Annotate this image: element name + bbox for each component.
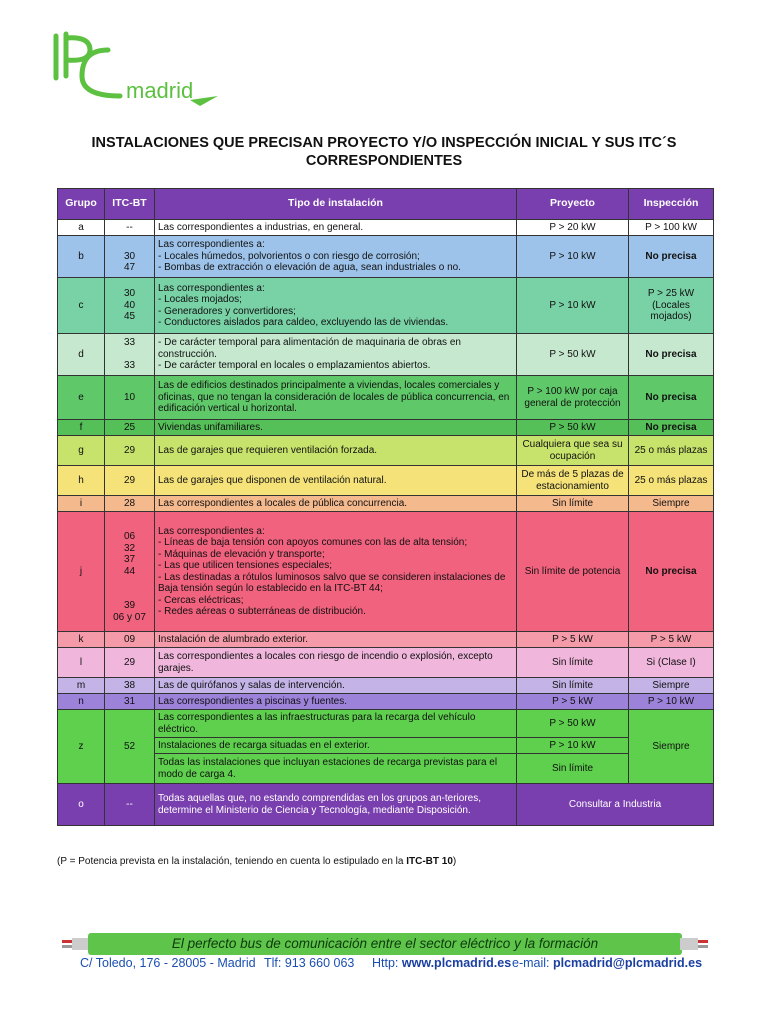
table-row — [58, 738, 714, 754]
table-row — [58, 496, 714, 512]
proyecto-cell: P > 10 kW — [517, 738, 629, 754]
cable-end-left-icon — [62, 937, 90, 951]
footer-tagline: El perfecto bus de comunicación entre el sector eléctrico y la formación — [171, 936, 599, 951]
tipo-cell: Las correspondientes a locales de pública concurrencia. — [155, 496, 517, 512]
grupo-cell: e — [58, 376, 105, 420]
table-row — [58, 784, 714, 826]
table-row — [58, 420, 714, 436]
table-row — [58, 236, 714, 278]
table-row — [58, 754, 714, 784]
inspeccion-cell: P > 5 kW — [629, 632, 714, 648]
itc-cell: 25 — [105, 420, 155, 436]
tipo-cell: Las de edificios destinados principalmente a viviendas, locales comerciales y oficinas, que no tengan la consideración de locales de pública concurrencia, en edificación vertical u horizontal. — [155, 376, 517, 420]
footer-address: C/ Toledo, 176 - 28005 - Madrid — [80, 956, 256, 970]
itc-cell: 31 — [105, 694, 155, 710]
proyecto-cell: P > 20 kW — [517, 220, 629, 236]
footer-phone: Tlf: 913 660 063 — [264, 956, 355, 970]
proyecto-cell: P > 10 kW — [517, 236, 629, 278]
grupo-cell: z — [58, 710, 105, 784]
proyecto-cell: P > 10 kW — [517, 278, 629, 334]
table-row — [58, 648, 714, 678]
table-row — [58, 678, 714, 694]
table-row — [58, 632, 714, 648]
installations-table — [57, 188, 714, 826]
header-inspeccion: Inspección — [629, 189, 714, 220]
inspeccion-cell: No precisa — [629, 420, 714, 436]
itc-cell: 38 — [105, 678, 155, 694]
tipo-cell: Las de quirófanos y salas de intervención. — [155, 678, 517, 694]
itc-cell: 30 40 45 — [105, 278, 155, 334]
itc-cell: 06 32 37 44 39 06 y 07 — [105, 512, 155, 632]
table-row — [58, 334, 714, 376]
table-row — [58, 694, 714, 710]
tipo-cell: Las de garajes que requieren ventilación forzada. — [155, 436, 517, 466]
proyecto-cell: De más de 5 plazas de estacionamiento — [517, 466, 629, 496]
inspeccion-cell: P > 100 kW — [629, 220, 714, 236]
header-itc-bt: ITC-BT — [105, 189, 155, 220]
proyecto-cell: Sin límite — [517, 678, 629, 694]
tipo-cell: Las correspondientes a: - Locales mojados; - Generadores y convertidores; - Conductores aislados para caldeo, excluyendo las de viviendas. — [155, 278, 517, 334]
grupo-cell: c — [58, 278, 105, 334]
proyecto-cell: P > 5 kW — [517, 694, 629, 710]
inspeccion-cell: Siempre — [629, 678, 714, 694]
footer-email — [512, 956, 702, 970]
grupo-cell: h — [58, 466, 105, 496]
inspeccion-cell: No precisa — [629, 512, 714, 632]
grupo-cell: i — [58, 496, 105, 512]
web-label: Http: — [372, 956, 402, 970]
itc-cell: 30 47 — [105, 236, 155, 278]
proyecto-cell: Sin límite — [517, 754, 629, 784]
grupo-cell: g — [58, 436, 105, 466]
itc-cell: 28 — [105, 496, 155, 512]
proyecto-cell: P > 50 kW — [517, 334, 629, 376]
itc-cell: 09 — [105, 632, 155, 648]
tipo-cell: Instalaciones de recarga situadas en el exterior. — [155, 738, 517, 754]
header-proyecto: Proyecto — [517, 189, 629, 220]
inspeccion-cell: Si (Clase I) — [629, 648, 714, 678]
table-row — [58, 512, 714, 632]
itc-cell: 52 — [105, 710, 155, 784]
grupo-cell: f — [58, 420, 105, 436]
table-row — [58, 710, 714, 738]
tipo-cell: - De carácter temporal para alimentación de maquinaria de obras en construcción. - De carácter temporal en locales o emplazamientos abiertos. — [155, 334, 517, 376]
header-grupo: Grupo — [58, 189, 105, 220]
itc-cell: -- — [105, 220, 155, 236]
tipo-cell: Todas aquellas que, no estando comprendidas en los grupos an-teriores, determine el Ministerio de Ciencia y Tecnología, mediante Disposición. — [155, 784, 517, 826]
grupo-cell: b — [58, 236, 105, 278]
grupo-cell: m — [58, 678, 105, 694]
inspeccion-cell: No precisa — [629, 236, 714, 278]
itc-cell: 33 33 — [105, 334, 155, 376]
inspeccion-cell: 25 o más plazas — [629, 436, 714, 466]
grupo-cell: k — [58, 632, 105, 648]
inspeccion-cell: No precisa — [629, 334, 714, 376]
tipo-cell: Las correspondientes a: - Locales húmedos, polvorientos o con riesgo de corrosión; - Bombas de extracción o elevación de agua, sean industriales o no. — [155, 236, 517, 278]
tipo-cell: Las correspondientes a industrias, en general. — [155, 220, 517, 236]
tipo-cell: Las correspondientes a: - Líneas de baja tensión con apoyos comunes con las de alta tensión; - Máquinas de elevación y transporte; - Las que utilicen tensiones especiales; - Las destinadas a rótulos luminosos salvo que se consideren instalaciones de Baja tensión según lo establecido en la ITC-BT 44; - Cercas eléctricas; - Redes aéreas o subterráneas de distribución. — [155, 512, 517, 632]
tipo-cell: Las correspondientes a las infraestructuras para la recarga del vehículo eléctrico. — [155, 710, 517, 738]
proyecto-inspeccion-cell: Consultar a Industria — [517, 784, 714, 826]
itc-cell: -- — [105, 784, 155, 826]
tipo-cell: Las correspondientes a locales con riesgo de incendio o explosión, excepto garajes. — [155, 648, 517, 678]
grupo-cell: l — [58, 648, 105, 678]
footer-banner — [62, 933, 708, 955]
document-title: INSTALACIONES QUE PRECISAN PROYECTO Y/O INSPECCIÓN INICIAL Y SUS ITC´S CORRESPONDIENTES — [91, 135, 677, 169]
proyecto-cell: P > 100 kW por caja general de protección — [517, 376, 629, 420]
proyecto-cell: Cualquiera que sea su ocupación — [517, 436, 629, 466]
itc-cell: 29 — [105, 466, 155, 496]
email-label: e-mail: — [512, 956, 553, 970]
proyecto-cell: Sin límite — [517, 648, 629, 678]
table-row — [58, 376, 714, 420]
inspeccion-cell: P > 10 kW — [629, 694, 714, 710]
web-link[interactable]: www.plcmadrid.es — [401, 956, 512, 970]
inspeccion-cell: P > 25 kW (Locales mojados) — [629, 278, 714, 334]
proyecto-cell: P > 50 kW — [517, 420, 629, 436]
proyecto-cell: Sin límite — [517, 496, 629, 512]
itc-cell: 10 — [105, 376, 155, 420]
header-tipo: Tipo de instalación — [155, 189, 517, 220]
inspeccion-cell: Siempre — [629, 710, 714, 784]
tipo-cell: Las de garajes que disponen de ventilación natural. — [155, 466, 517, 496]
grupo-cell: d — [58, 334, 105, 376]
tipo-cell: Viviendas unifamiliares. — [155, 420, 517, 436]
table-row — [58, 220, 714, 236]
footnote-ref: ITC-BT 10 — [406, 856, 453, 867]
table-header-row — [58, 189, 714, 220]
inspeccion-cell: 25 o más plazas — [629, 466, 714, 496]
email-link[interactable]: plcmadrid@plcmadrid.es — [552, 956, 703, 970]
footnote-suffix: ) — [452, 856, 457, 867]
inspeccion-cell: Siempre — [629, 496, 714, 512]
table-row — [58, 278, 714, 334]
footnote-prefix: (P = Potencia prevista en la instalación, teniendo en cuenta lo estipulado en la — [57, 856, 407, 867]
grupo-cell: o — [58, 784, 105, 826]
proyecto-cell: P > 5 kW — [517, 632, 629, 648]
itc-cell: 29 — [105, 436, 155, 466]
footnote — [57, 856, 456, 867]
table-row — [58, 466, 714, 496]
tipo-cell: Instalación de alumbrado exterior. — [155, 632, 517, 648]
grupo-cell: n — [58, 694, 105, 710]
tipo-cell: Las correspondientes a piscinas y fuentes. — [155, 694, 517, 710]
tipo-cell: Todas las instalaciones que incluyan estaciones de recarga previstas para el modo de carga 4. — [155, 754, 517, 784]
grupo-cell: j — [58, 512, 105, 632]
footer-web — [372, 956, 511, 970]
itc-cell: 29 — [105, 648, 155, 678]
inspeccion-cell: No precisa — [629, 376, 714, 420]
proyecto-cell: P > 50 kW — [517, 710, 629, 738]
cable-end-right-icon — [680, 937, 708, 951]
logo-text: madrid — [126, 78, 194, 103]
table-row — [58, 436, 714, 466]
grupo-cell: a — [58, 220, 105, 236]
plc-madrid-logo — [50, 30, 220, 110]
proyecto-cell: Sin límite de potencia — [517, 512, 629, 632]
